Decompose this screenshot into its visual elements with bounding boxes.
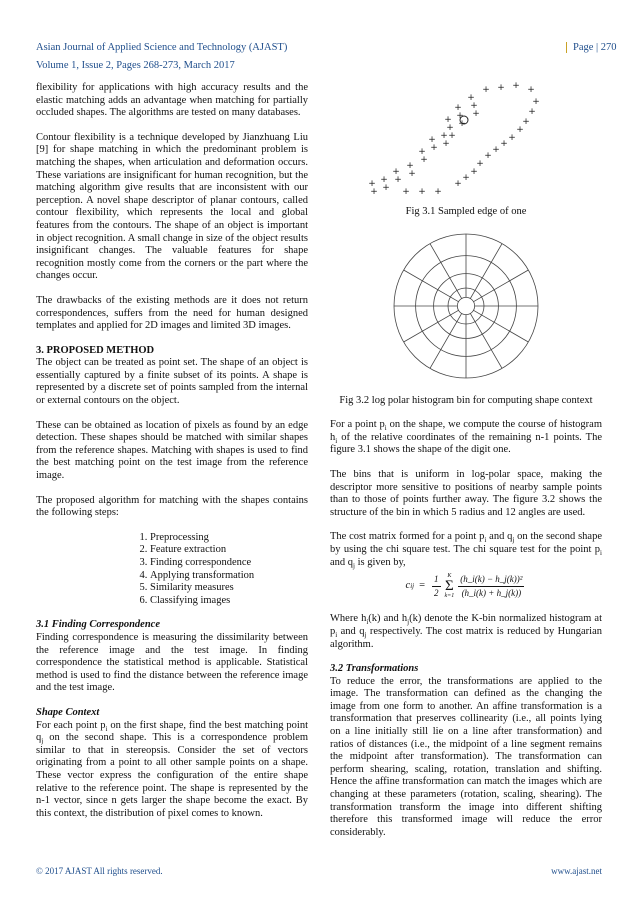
angle-spoke [430, 243, 462, 298]
list-item: 4. Applying transformation [150, 570, 308, 583]
angle-spoke [470, 243, 502, 298]
page-number: Page | 270 [566, 42, 617, 53]
sample-point-mark: + [497, 83, 505, 93]
angle-spoke [473, 310, 528, 342]
sample-point-mark: + [470, 101, 478, 111]
steps-list [136, 532, 308, 608]
subsection-heading: Shape Context [36, 706, 100, 718]
paragraph: The proposed algorithm for matching with the shapes contains the following steps: [36, 494, 308, 519]
angle-spoke [473, 270, 528, 302]
paragraph: For each point $p_i$ on the first shape, find the best matching point $q_j$ on the second shape. This is a correspondence problem similar to that in stereopsis. Consider the set of vectors originating from a point to all other sample points on a shape. These vector express the configuration of the entire shape relative to the reference point. The shape is represented by the n-1 vector, since n gets larger the shape become the exact. By this context, the distribution of pixel comes to known. [36, 719, 308, 819]
journal-title: Asian Journal of Applied Science and Technology (AJAST) [36, 42, 288, 53]
radius-ring [457, 297, 474, 314]
paragraph: To reduce the error, the transformations are applied to the image. The transformation can defined as the changing the image from one form to another. An affine transformation is a transformation that preserves collinearity (i.e., all points lying on a line initially still lie on a line after transformation) and ratios of distances (i.e., the midpoint of a line segment remains the midpoint after transformation). The transformation can perform shearing, scaling, rotation, translation and shifting. Hence the affine transformation can match the images which are changing at these parameters (rotation, scaling, shearing). The transformation transform the image into different shifting therefore this transformed image will reduce the error considerably. [330, 675, 602, 838]
chi-square-formula: c ij = $\frac{1}{2}$ K Σ k=1 $\frac{\text{(h\_i(k) − h\_j(k))²}}{(h\_i(k) + h\_j(k))}$ [405, 573, 523, 600]
sample-point-mark: + [458, 119, 466, 129]
list-item: 1. Preprocessing [150, 532, 308, 545]
sample-point-mark: + [406, 161, 414, 171]
sample-point-mark: + [492, 145, 500, 155]
sample-point-mark: + [448, 131, 456, 141]
sample-point-mark: + [418, 147, 426, 157]
sample-point-mark: + [500, 139, 508, 149]
sample-point-mark: + [484, 151, 492, 161]
sample-point-mark: + [454, 103, 462, 113]
sample-point-mark: + [532, 97, 540, 107]
list-item: 3. Finding correspondence [150, 557, 308, 570]
paragraph: These can be obtained as location of pixels as found by an edge detection. These shapes should be matched with similar shapes from the reference shapes. Matching with shapes is used to find the best matching point on the test image from the reference image. [36, 419, 308, 482]
paragraph: Finding correspondence is measuring the dissimilarity between the reference image and the test image. In finding correspondence the statistical method is applicable. Statistical method is used to find the distance between the reference image and the test image. [36, 631, 308, 694]
sample-point-mark: + [444, 115, 452, 125]
sample-point-mark: + [428, 135, 436, 145]
figure-caption: Fig 3.1 Sampled edge of one [405, 206, 527, 217]
sample-point-mark: + [522, 117, 530, 127]
sample-point-mark: + [440, 131, 448, 141]
sample-point-mark: + [394, 175, 402, 185]
sample-point-mark: + [368, 179, 376, 189]
sample-point-mark: + [482, 85, 490, 95]
sample-point-mark: + [420, 155, 428, 165]
paragraph: The cost matrix formed for a point $p_i$ and $q_j$ on the second shape by using the chi square test. The chi square test for the point $p_i$ and $q_j$ is given by, [330, 531, 602, 570]
right-column [330, 82, 602, 851]
copyright: © 2017 AJAST All rights reserved. [36, 866, 163, 876]
sample-point-mark: + [512, 82, 520, 91]
list-item: 6. Classifying images [150, 595, 308, 608]
sample-point-mark: + [470, 167, 478, 177]
sample-point-mark: + [434, 187, 442, 197]
subsection-heading: 3.2 Transformations [330, 663, 419, 675]
sample-point-mark: + [446, 123, 454, 133]
sample-point-mark: + [402, 187, 410, 197]
angle-spoke [404, 310, 459, 342]
sample-point-mark: + [508, 133, 516, 143]
sample-point-mark: + [430, 143, 438, 153]
sample-point-mark: + [462, 173, 470, 183]
sample-point-mark: + [382, 183, 390, 193]
paragraph: For a point $p_i$ on the shape, we compute the course of histogram $h_i$ of the relative coordinates of the remaining n-1 points. The figure 3.1 shows the shape of the digit one. [330, 419, 602, 456]
paragraph: The bins that is uniform in log-polar space, making the descriptor more sensitive to positions of nearby sample points than to those of points further away. The figure 3.2 shows the structure of the bin in which 5 radius and 12 angles are used. [330, 468, 602, 518]
left-column [36, 82, 308, 832]
list-item: 5. Similarity measures [150, 582, 308, 595]
paragraph: Contour flexibility is a technique developed by Jianzhuang Liu [9] for shape matching in which the predominant problem is matching the shapes, when articulation and deformation occurs. These variations are insignificant for human recognition, but the matching algorithm give results that are inconsistent with our perception. A novel shape descriptor of planar contours, called contour flexibility, which represents the local and global features from the contours. The shape of an object is important in object recognition. A small change in size of the object results insignificant changes. The valuable features for shape recognition mostly come from the corners or the part where the changes occur. [36, 131, 308, 282]
sample-point-mark: + [392, 167, 400, 177]
sample-point-mark: + [528, 107, 536, 117]
paragraph: The object can be treated as point set. The shape of an object is essentially captured by a finite subset of its points. A shape is represented by a discrete set of points sampled from the internal or external contours on the object. [36, 357, 308, 407]
sample-point-mark: + [380, 175, 388, 185]
sample-point-mark: + [467, 93, 475, 103]
website-link[interactable]: www.ajast.net [551, 866, 602, 876]
figure-caption: Fig 3.2 log polar histogram bin for computing shape context [339, 394, 593, 406]
sample-point-mark: + [516, 125, 524, 135]
paragraph: The drawbacks of the existing methods are it does not return correspondences, suffers from the need for human designed templates and applied for 2D images and limited 3D images. [36, 294, 308, 332]
log-polar-histogram-figure [391, 231, 541, 381]
sample-point-mark: + [472, 109, 480, 119]
sample-point-mark: + [456, 111, 464, 121]
sample-point-mark: + [527, 85, 535, 95]
angle-spoke [470, 313, 502, 368]
sample-point-mark: + [418, 187, 426, 197]
journal-volume: Volume 1, Issue 2, Pages 268-273, March 2017 [36, 60, 235, 71]
sample-point-mark: + [476, 159, 484, 169]
list-item: 2. Feature extraction [150, 544, 308, 557]
angle-spoke [430, 313, 462, 368]
subsection-heading: 3.1 Finding Correspondence [36, 619, 160, 631]
footer [36, 866, 602, 876]
section-heading: 3. PROPOSED METHOD [36, 344, 155, 356]
sample-point-mark: + [408, 169, 416, 179]
sample-point-mark: + [370, 187, 378, 197]
sampled-edge-figure [356, 82, 576, 200]
paragraph: flexibility for applications with high accuracy results and the elastic matching adds an advantage when matching for partially occluded shapes. The algorithms are tested on many databases. [36, 82, 308, 119]
angle-spoke [404, 270, 459, 302]
sample-point-mark: + [442, 139, 450, 149]
sample-point-mark: + [454, 179, 462, 189]
paragraph: Where $h_i(k)$ and $h_j(k)$ denote the K-bin normalized histogram at $p_i$ and $q_j$ respectively. The cost matrix is reduced by Hungarian algorithm. [330, 613, 602, 650]
